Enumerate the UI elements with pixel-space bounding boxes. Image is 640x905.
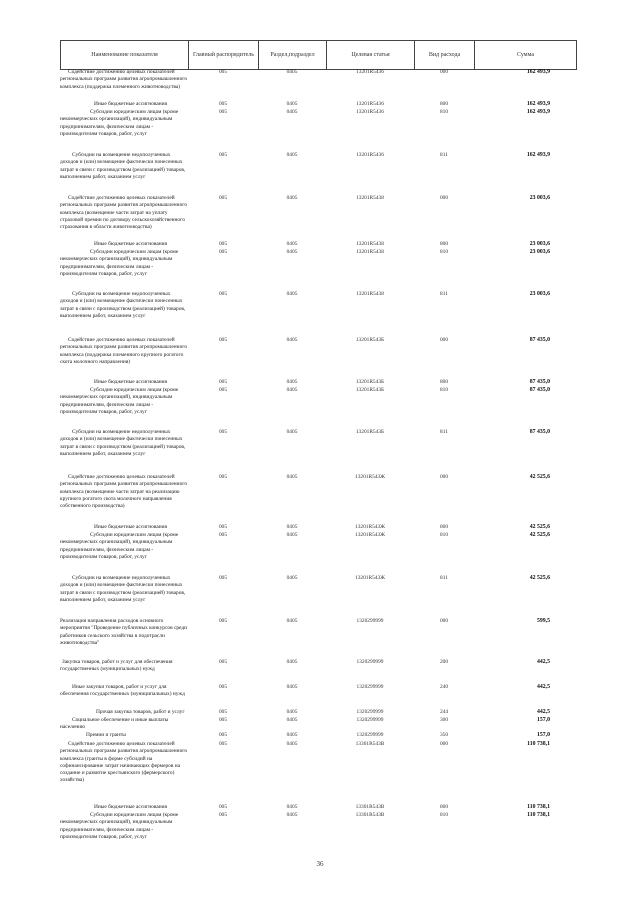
row-sum: 162 493,9 — [526, 152, 550, 158]
row-expense: 350 — [439, 732, 449, 738]
row-section: 0405 — [286, 101, 298, 107]
row-article: 13201R543Б — [355, 379, 385, 385]
header-expense: Вид расхода — [415, 41, 475, 70]
row-admin: 005 — [218, 741, 228, 747]
row-expense: 811 — [440, 575, 448, 581]
row-admin: 005 — [218, 152, 228, 158]
row-admin: 005 — [218, 575, 228, 581]
row-admin: 005 — [218, 337, 228, 343]
row-article: 13201R5438 — [356, 249, 384, 255]
row-section: 0405 — [286, 732, 298, 738]
row-section: 0405 — [286, 532, 298, 538]
row-section: 0405 — [286, 575, 298, 581]
row-article: 13301R543В — [355, 741, 385, 747]
row-article: 13201R543Ж — [355, 524, 385, 530]
row-name: Закупка товаров, работ и услуг для обеспечения государственных (муниципальных) нужд — [60, 659, 173, 673]
row-section: 0405 — [286, 291, 298, 297]
row-admin: 005 — [218, 109, 228, 115]
header-section: Раздел,подраздел — [259, 41, 327, 70]
header-name: Наименование показателя — [61, 41, 189, 70]
row-expense: 000 — [439, 69, 449, 75]
row-name: Иные бюджетные ассигнования — [94, 379, 167, 385]
row-section: 0405 — [286, 659, 298, 665]
row-sum: 42 525,6 — [529, 474, 550, 480]
row-sum: 87 435,0 — [529, 379, 550, 385]
row-name: Субсидии на возмещение недополученных доходов и (или) возмещение фактически понесенных затрат в связи с производством (реализацией) товаров, выполнением работ, оказанием услуг — [60, 429, 186, 457]
row-article: 13201R5436 — [356, 69, 384, 75]
row-name: Субсидии юридическим лицам (кроме некоммерческих организаций), индивидуальным предпринимателям, физическим лицам - производителям товаров, работ, услуг — [60, 249, 179, 277]
row-section: 0405 — [286, 195, 298, 201]
row-expense: 810 — [439, 109, 449, 115]
row-sum: 599,5 — [536, 618, 550, 624]
row-name: Содействие достижению целевых показателей региональных программ развития агропромышленного комплекса (возмещение части затрат на реализацию крупного рогатого скота молочного направления собственного производства) — [60, 474, 188, 510]
row-sum: 157,0 — [536, 732, 550, 738]
row-section: 0405 — [286, 717, 298, 723]
row-admin: 005 — [218, 812, 228, 818]
row-name: Премии и гранты — [86, 732, 126, 738]
row-section: 0405 — [286, 812, 298, 818]
row-admin: 005 — [218, 532, 228, 538]
row-sum: 87 435,0 — [529, 429, 550, 435]
page-number: 36 — [316, 860, 324, 868]
row-sum: 87 435,0 — [529, 337, 550, 343]
row-sum: 23 003,6 — [529, 249, 550, 255]
row-expense: 000 — [439, 195, 449, 201]
row-expense: 810 — [439, 249, 449, 255]
row-expense: 811 — [440, 152, 448, 158]
row-sum: 23 003,6 — [529, 291, 550, 297]
row-name: Субсидии на возмещение недополученных доходов и (или) возмещение фактически понесенных затрат в связи с производством (реализацией) товаров, выполнением работ, оказанием услуг — [60, 152, 186, 180]
row-article: 13201R5436 — [356, 101, 384, 107]
row-section: 0405 — [286, 337, 298, 343]
row-name: Субсидии на возмещение недополученных доходов и (или) возмещение фактически понесенных затрат в связи с производством (реализацией) товаров, выполнением работ, оказанием услуг — [60, 575, 186, 603]
row-section: 0405 — [286, 109, 298, 115]
row-name: Содействие достижению целевых показателей региональных программ развития агропромышленного комплекса (поддержка племенного крупного рогатого скота молочного направления) — [60, 337, 188, 365]
row-sum: 157,0 — [536, 717, 550, 723]
row-name: Иные бюджетные ассигнования — [94, 524, 167, 530]
row-admin: 005 — [218, 618, 228, 624]
row-name: Содействие достижению целевых показателей региональных программ развития агропромышленного комплекса (гранты в форме субсидий на софинансирование затрат начинающих фермеров на создание и развитие крестьянского (фермерского) хозяйства) — [60, 741, 188, 784]
row-section: 0405 — [286, 249, 298, 255]
row-name: Субсидии юридическим лицам (кроме некоммерческих организаций), индивидуальным предпринимателям, физическим лицам - производителям товаров, работ, услуг — [60, 387, 179, 415]
row-article: 13201R543Ж — [355, 575, 385, 581]
row-expense: 000 — [439, 337, 449, 343]
row-sum: 110 738,1 — [527, 812, 550, 818]
row-sum: 162 493,9 — [526, 69, 550, 75]
row-expense: 200 — [439, 659, 449, 665]
row-article: 13201R543Б — [355, 387, 385, 393]
row-name: Иные бюджетные ассигнования — [94, 101, 167, 107]
row-sum: 110 738,1 — [527, 741, 550, 747]
row-section: 0405 — [286, 709, 298, 715]
row-article: 13201R543Б — [355, 429, 385, 435]
row-admin: 005 — [218, 195, 228, 201]
row-admin: 005 — [218, 379, 228, 385]
row-sum: 23 003,6 — [529, 241, 550, 247]
row-expense: 810 — [439, 812, 449, 818]
row-name: Иные бюджетные ассигнования — [94, 241, 167, 247]
row-admin: 005 — [218, 101, 228, 107]
row-article: 13201R543Ж — [355, 532, 385, 538]
row-sum: 42 525,6 — [529, 524, 550, 530]
row-admin: 005 — [218, 249, 228, 255]
row-article: 1320299999 — [356, 717, 384, 723]
row-section: 0405 — [286, 387, 298, 393]
row-admin: 005 — [218, 429, 228, 435]
row-expense: 810 — [439, 387, 449, 393]
table-header — [60, 40, 577, 70]
row-sum: 442,5 — [536, 684, 550, 690]
row-article: 1320299999 — [356, 659, 384, 665]
row-admin: 005 — [218, 387, 228, 393]
row-article: 13201R5438 — [356, 291, 384, 297]
row-admin: 005 — [218, 709, 228, 715]
header-article: Целевая статья — [327, 41, 415, 70]
row-admin: 005 — [218, 732, 228, 738]
row-expense: 000 — [439, 474, 449, 480]
row-name: Субсидии юридическим лицам (кроме некоммерческих организаций), индивидуальным предпринимателям, физическим лицам - производителям товаров, работ, услуг — [60, 109, 179, 137]
row-article: 1320299999 — [356, 732, 384, 738]
row-admin: 005 — [218, 524, 228, 530]
row-article: 13201R543Б — [355, 337, 385, 343]
row-expense: 300 — [439, 717, 449, 723]
row-name: Прочая закупка товаров, работ и услуг — [96, 709, 185, 715]
row-sum: 442,5 — [536, 659, 550, 665]
row-section: 0405 — [286, 474, 298, 480]
row-admin: 005 — [218, 291, 228, 297]
row-name: Содействие достижению целевых показателей региональных программ развития агропромышленного комплекса (поддержка племенного животноводства) — [60, 69, 188, 90]
row-expense: 811 — [440, 429, 448, 435]
row-expense: 800 — [439, 101, 449, 107]
row-article: 13201R5438 — [356, 195, 384, 201]
row-name: Субсидии юридическим лицам (кроме некоммерческих организаций), индивидуальным предпринимателям, физическим лицам - производителям товаров, работ, услуг — [60, 532, 179, 560]
row-admin: 005 — [218, 684, 228, 690]
row-article: 1320299999 — [356, 618, 384, 624]
row-sum: 42 525,6 — [529, 532, 550, 538]
row-expense: 810 — [439, 532, 449, 538]
row-sum: 42 525,6 — [529, 575, 550, 581]
row-section: 0405 — [286, 741, 298, 747]
row-admin: 005 — [218, 717, 228, 723]
row-expense: 811 — [440, 291, 448, 297]
row-admin: 005 — [218, 474, 228, 480]
row-name: Реализация направления расходов основного мероприятия "Проведение публичных конкурсов среди работников сельского хозяйства в подотрасли животноводства" — [60, 618, 187, 646]
row-section: 0405 — [286, 429, 298, 435]
row-expense: 800 — [439, 379, 449, 385]
row-section: 0405 — [286, 69, 298, 75]
header-admin: Главный распорядитель — [189, 41, 259, 70]
row-expense: 240 — [439, 684, 449, 690]
row-section: 0405 — [286, 684, 298, 690]
row-article: 13301R543В — [355, 804, 385, 810]
row-sum: 87 435,0 — [529, 387, 550, 393]
row-sum: 23 003,6 — [529, 195, 550, 201]
row-section: 0405 — [286, 804, 298, 810]
row-sum: 110 738,1 — [527, 804, 550, 810]
row-expense: 800 — [439, 804, 449, 810]
row-admin: 005 — [218, 69, 228, 75]
row-section: 0405 — [286, 379, 298, 385]
row-sum: 442,5 — [536, 709, 550, 715]
header-sum: Сумма — [475, 41, 577, 70]
row-admin: 005 — [218, 241, 228, 247]
row-sum: 162 493,9 — [526, 109, 550, 115]
row-expense: 800 — [439, 524, 449, 530]
row-article: 13201R5436 — [356, 152, 384, 158]
row-article: 1320299999 — [356, 684, 384, 690]
row-expense: 244 — [439, 709, 449, 715]
row-name: Иные бюджетные ассигнования — [94, 804, 167, 810]
row-admin: 005 — [218, 659, 228, 665]
row-name: Субсидии юридическим лицам (кроме некоммерческих организаций), индивидуальным предпринимателям, физическим лицам - производителям товаров, работ, услуг — [60, 812, 179, 840]
row-name: Иные закупки товаров, работ и услуг для обеспечения государственных (муниципальных) нужд — [60, 684, 185, 698]
row-name: Социальное обеспечение и иные выплаты населению — [60, 717, 169, 731]
row-expense: 000 — [439, 741, 449, 747]
row-article: 1320299999 — [356, 709, 384, 715]
row-article: 13201R5438 — [356, 241, 384, 247]
row-expense: 800 — [439, 241, 449, 247]
row-name: Субсидии на возмещение недополученных доходов и (или) возмещение фактически понесенных затрат в связи с производством (реализацией) товаров, выполнением работ, оказанием услуг — [60, 291, 186, 319]
row-article: 13201R543Ж — [355, 474, 385, 480]
row-expense: 000 — [439, 618, 449, 624]
row-section: 0405 — [286, 618, 298, 624]
row-name: Содействие достижению целевых показателей региональных программ развития агропромышленного комплекса (возмещение части затрат на уплату страховой премии по договору сельскохозяйственного страхования в области животноводства) — [60, 195, 188, 231]
row-section: 0405 — [286, 241, 298, 247]
row-admin: 005 — [218, 804, 228, 810]
row-sum: 162 493,9 — [526, 101, 550, 107]
row-section: 0405 — [286, 152, 298, 158]
row-section: 0405 — [286, 524, 298, 530]
row-article: 13201R5436 — [356, 109, 384, 115]
row-article: 13301R543В — [355, 812, 385, 818]
